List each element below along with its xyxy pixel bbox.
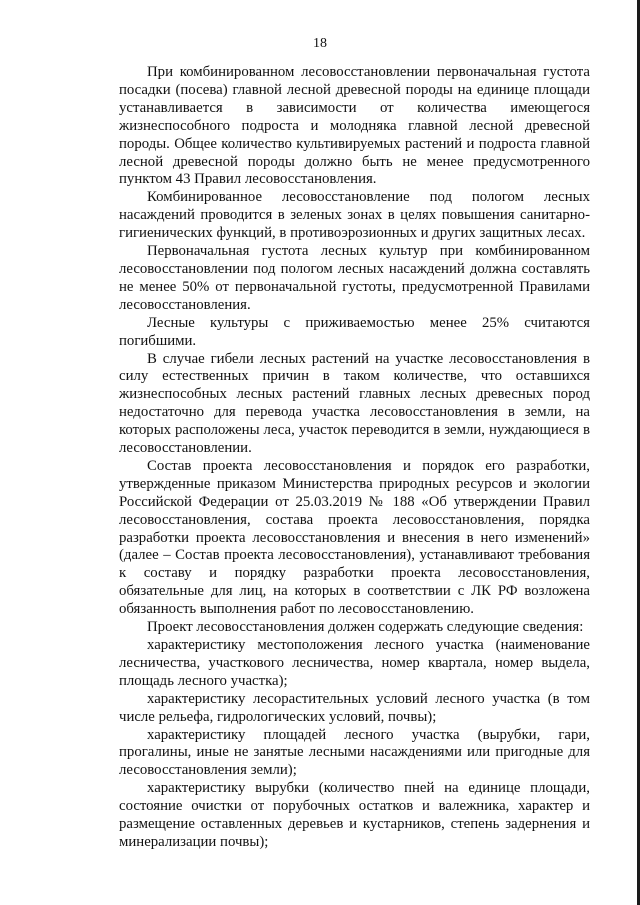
page-number: 18 (313, 36, 327, 51)
paragraph-initial-density: Первоначальная густота лесных культур при комбинированном лесовосстановлении под пологом лесных насаждений должна составлять не менее 50% от первоначальной густоты, предусмотренной Правилами лесовосстановления. (119, 243, 590, 313)
list-item-location: характеристику местоположения лесного участка (наименование лесничества, участкового лесничества, номер квартала, номер выдела, площадь лесного участка); (119, 637, 590, 689)
paragraph-combined-density: При комбинированном лесовосстановлении первоначальная густота посадки (посева) главной лесной древесной породы на единице площади устанавливается в зависимости от количества имеющегося жизнеспособного подроста и молодняка главной лесной древесной породы. Общее количество культивируемых растений и подроста главной лесной древесной породы должно быть не менее предусмотренного пунктом 43 Правил лесовосстановления. (119, 64, 590, 188)
document-body (119, 64, 590, 852)
paragraph-under-canopy: Комбинированное лесовосстановление под пологом лесных насаждений проводится в зеленых зонах в целях повышения санитарно-гигиенических функций, в противоэрозионных и других защитных лесах. (119, 189, 590, 242)
paragraph-project-composition: Состав проекта лесовосстановления и порядок его разработки, утвержденные приказом Министерства природных ресурсов и экологии Российской Федерации от 25.03.2019 № 188 «Об утверждении Правил лесовосстановления, состава проекта лесовосстановления, порядка разработки проекта лесовосстановления и внесения в него изменений» (далее – Состав проекта лесовосстановления), устанавливают требования к составу и порядку разработки проекта лесовосстановления, обязательные для лиц, на которых в соответствии с ЛК РФ возложена обязанность выполнения работ по лесовосстановлению. (119, 457, 590, 618)
paragraph-plant-loss: В случае гибели лесных растений на участке лесовосстановления в силу естественных причин в таком количестве, что оставшихся жизнеспособных лесных растений главных лесных древесных пород недостаточно для перевода участка лесовосстановления в земли, на которых расположены леса, участок переводится в земли, нуждающиеся в лесовосстановлении. (119, 350, 590, 457)
list-item-growing-conditions: характеристику лесорастительных условий лесного участка (в том числе рельефа, гидрологических условий, почвы); (119, 690, 590, 725)
paragraph-project-contents-intro: Проект лесовосстановления должен содержать следующие сведения: (147, 619, 584, 636)
list-item-areas: характеристику площадей лесного участка (вырубки, гари, прогалины, иные не занятые лесными насаждениями или пригодные для лесовосстановления земли); (119, 726, 590, 779)
paragraph-survival-rate: Лесные культуры с приживаемостью менее 25% считаются погибшими. (119, 314, 590, 349)
list-item-clearing: характеристику вырубки (количество пней на единице площади, состояние очистки от порубочных остатков и валежника, характер и размещение оставленных деревьев и кустарников, степень задернения и минерализации почвы); (119, 780, 590, 850)
